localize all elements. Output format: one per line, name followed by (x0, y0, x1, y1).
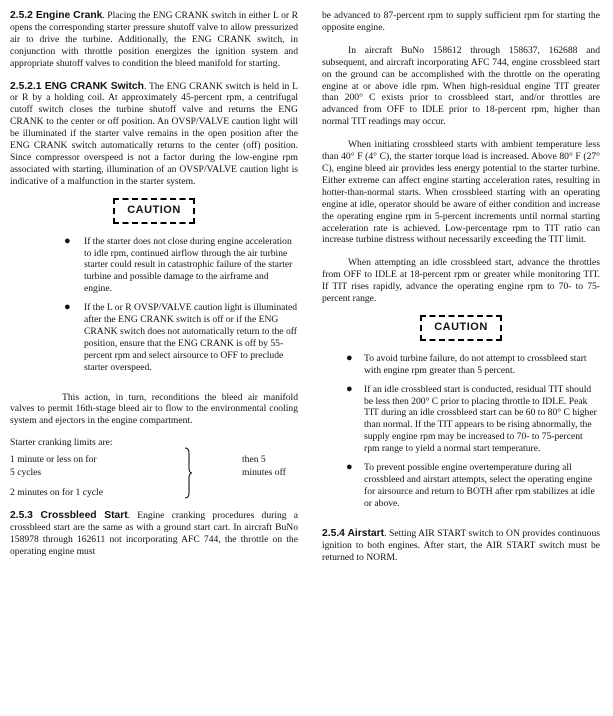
caution-item-text: If the starter does not close during engine acceleration to idle rpm, continued airflow through the air turbine starter could result in catastrophic failure of the starter turbine and possible damage to the airframe and engine. (84, 235, 293, 295)
bullet-icon: ● (346, 351, 353, 364)
right-column (322, 10, 600, 563)
section-2-5-4-text: . Setting AIR START switch to ON provides continuous ignition to both engines. After start, the AIR START switch must be returned to NORM. (322, 527, 600, 563)
left-column (10, 10, 298, 558)
limits-heading: Starter cranking limits are: (10, 437, 113, 449)
section-2-5-2 (10, 10, 298, 70)
bullet-icon: ● (346, 461, 353, 474)
idle-crossbleed-paragraph: When attempting an idle crossbleed start, advance the throttles from OFF to IDLE at 18-percent rpm or greater while monitoring TIT. If TIT rises rapidly, advance the operating engine rpm to 70- to 75-percent range. (322, 257, 600, 305)
limits-line-1: 1 minute or less on for (10, 454, 97, 466)
limits-line-2: 5 cycles (10, 467, 42, 479)
section-2-5-2-title: 2.5.2 Engine Crank (10, 10, 103, 21)
limits-line-3: 2 minutes on for 1 cycle (10, 487, 103, 499)
section-2-5-2-text: . Placing the ENG CRANK switch in either L or R opens the corresponding starter pressure shutoff valve to allow pressurized air to drive the turbine. Additionally, the ENG CRANK switch, in conjunction with throttle position energizes the ignition system and appropriate shutoff valves to condition the bleed manifold for starting. (10, 10, 298, 69)
caution-label: CAUTION (113, 198, 195, 224)
limits-right-2: minutes off (242, 467, 286, 479)
brace-icon (184, 447, 192, 499)
caution-item (10, 302, 298, 373)
ambient-paragraph: When initiating crossbleed starts with ambient temperature less than 40° F (4° C), the starter torque load is increased. Above 80° F (27° C), engine bleed air provides less energy potential to the starter turbine. Either extreme can affect engine starting acceleration rates, resulting in hotter-than-normal starts. When crossbleed starting with an operating engine at idle, operator should be aware of either condition and increase the operating engine rpm in 5-percent increments until normal starting acceleration rate is achieved. Low-percentage rpm to TIT ratio can increase turbine distress without necessarily exceeding the TIT limit. (322, 139, 600, 246)
cranking-limits (10, 437, 298, 499)
caution-item-text: If an idle crossbleed start is conducted, residual TIT should be less then 200° C prior to placing throttle to IDLE. Peak TIT during an idle crossbleed start can be 60 to 80° C higher than normal. If the TIT appears to be rising abnormally, the supply engine rpm may be increased to 70- to 75-percent rpm range to yield a normal start temperature. (364, 383, 597, 455)
caution-item (322, 384, 600, 455)
section-2-5-3 (10, 510, 298, 558)
caution-list (322, 353, 600, 510)
section-2-5-2-1-text: . The ENG CRANK switch is held in L or R by a holding coil. At approximately 45-percent rpm, a centrifugal cutoff switch closes the turbine shutoff valve and returns the ENG CRANK to the center or off position. An OVSP/VALVE caution light will be illuminated if the starter valve remains in the open position after the ENG CRANK switch automatically returns to the center (off) position. Since compressor overspeed is not a factor during the low-engine rpm associated with starting, illumination of an OVSP/VALVE caution light is indicative of a malfunction in the starter system. (10, 80, 298, 187)
caution-item (322, 353, 600, 377)
bullet-icon: ● (64, 301, 71, 314)
caution-item (322, 462, 600, 510)
manifold-paragraph: This action, in turn, reconditions the bleed air manifold valves to permit 16th-stage bleed air to flow to the environmental cooling system and ejectors in the engine compartment. (10, 391, 298, 427)
section-2-5-4-title: 2.5.4 Airstart (322, 527, 385, 539)
bullet-icon: ● (64, 234, 71, 247)
caution-box (10, 198, 298, 224)
caution-label: CAUTION (420, 315, 502, 341)
section-2-5-2-1-title: 2.5.2.1 ENG CRANK Switch (10, 80, 144, 92)
section-2-5-3-text: . Engine cranking procedures during a crossbleed start are the same as with a ground start cart. In aircraft BuNo 158978 through 162611 not incorporating AFC 744, the throttle on the operating engine must (10, 510, 298, 557)
caution-item (10, 236, 298, 296)
caution-item-text: To avoid turbine failure, do not attempt to crossbleed start with engine rpm greater than 5 percent. (364, 352, 587, 376)
limits-right-1: then 5 (242, 454, 266, 466)
bun-paragraph: In aircraft BuNo 158612 through 158637, 162688 and subsequent, and aircraft incorporating AFC 744, engine crossbleed start on the ground can be accomplished with the throttle on the operating engine at or above idle rpm. When high-residual engine TIT greater than 200° C exists prior to crossbleed start, and/or throttles are advanced from OFF to IDLE prior to 18-percent rpm, higher than normal TIT readings may occur. (322, 44, 600, 128)
continued-paragraph: be advanced to 87-percent rpm to supply sufficient rpm for starting the opposite engine. (322, 10, 600, 33)
caution-list (10, 236, 298, 374)
caution-box (322, 315, 600, 341)
section-2-5-2-1 (10, 81, 298, 188)
caution-item-text: To prevent possible engine overtemperature during all crossbleed and airstart attempts, select the operating engine for airsource and return to BOTH after rpm stabilizes at idle or above. (364, 462, 595, 509)
section-2-5-4 (322, 528, 600, 564)
bullet-icon: ● (346, 382, 353, 395)
caution-item-text: If the L or R OVSP/VALVE caution light is illuminated after the ENG CRANK switch is off or if the ENG CRANK switch does not automatically return to the off position, ensure that the ENG CRANK is off by 55-percent rpm and select airsource to OFF to preclude starter overspeed. (84, 302, 298, 373)
section-2-5-3-title: 2.5.3 Crossbleed Start (10, 510, 128, 522)
